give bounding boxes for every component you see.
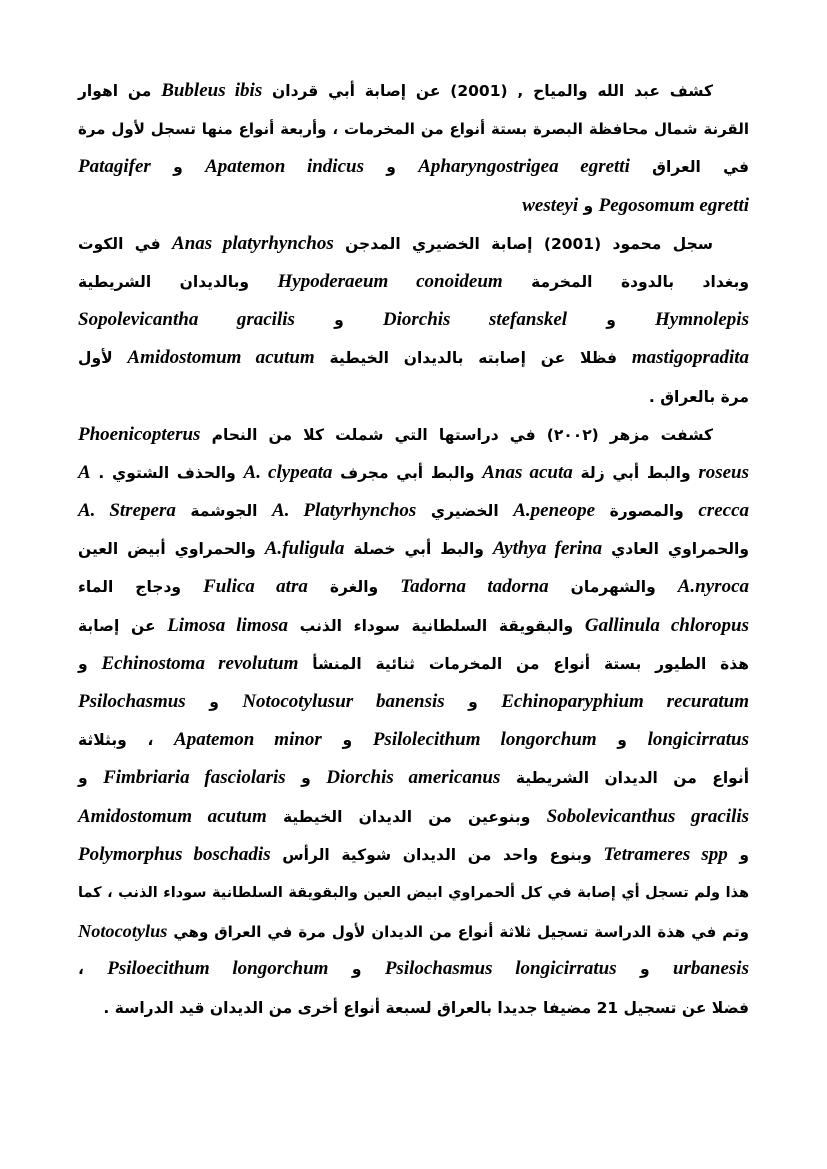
scientific-name: Fimbriaria fasciolaris: [103, 767, 286, 789]
scientific-name: A. Platyrhynchos: [272, 500, 417, 522]
scientific-name: Aythya ferina: [492, 538, 603, 560]
scientific-name: A.nyroca: [677, 576, 749, 598]
document-page: [78, 72, 749, 1027]
text-line: Pegosomum egretti و westeyi: [522, 194, 749, 216]
scientific-name: A.fuligula: [264, 538, 345, 560]
scientific-name: Echinoparyphium recuratum: [501, 691, 749, 712]
scientific-name: Sobolevicanthus gracilis: [546, 805, 750, 827]
scientific-name: westeyi: [522, 194, 579, 216]
scientific-name: Sopolevicantha gracilis: [78, 309, 295, 331]
text-line: وتم في هذة الدراسة تسجيل ثلاثة أنواع من الديدان لأول مرة في العراق وهي Notocotylus: [78, 921, 749, 942]
text-line: Gallinula chloropus والبقويقة السلطانية سوداء الذنب Limosa limosa عن إصابة: [78, 614, 749, 636]
scientific-name: roseus: [698, 461, 749, 483]
text-line: A.nyroca والشهرمان Tadorna tadorna والغرة Fulica atra ودجاج الماء: [78, 576, 749, 598]
scientific-name: Diorchis americanus: [326, 767, 501, 789]
paragraph-1: [78, 72, 749, 225]
scientific-name: Pegosomum egretti: [598, 194, 749, 216]
text-line: القرنة شمال محافظة البصرة بستة أنواع من المخرمات ، وأربعة أنواع منها تسجل لأول مرة: [78, 120, 749, 139]
scientific-name: Amidostomum acutum: [127, 347, 315, 369]
text-line: وبغداد بالدودة المخرمة Hypoderaeum conoideum وبالديدان الشريطية: [78, 270, 749, 292]
scientific-name: Notocotylus: [78, 921, 168, 942]
text-line: و Tetrameres spp وبنوع واحد من الديدان شوكية الرأس Polymorphus boschadis: [78, 843, 750, 865]
text-line: في العراق Apharyngostrigea egretti و Apatemon indicus و Patagifer: [78, 156, 749, 178]
scientific-name: Bubleus ibis: [161, 80, 263, 101]
scientific-name: mastigopradita: [631, 347, 750, 369]
text-line: mastigopradita فظلا عن إصابته بالديدان الخيطية Amidostomum acutum لأول: [78, 347, 750, 369]
scientific-name: Anas platyrhynchos: [172, 232, 334, 254]
scientific-name: Apatemon minor: [174, 729, 322, 751]
scientific-name: Hypoderaeum conoideum: [277, 270, 503, 292]
scientific-name: Gallinula chloropus: [584, 614, 749, 636]
scientific-name: Psilochasmus longicirratus: [384, 958, 617, 980]
text-line: هذا ولم تسجل أي إصابة في كل ألحمراوي ابيض العين والبقويقة السلطانية سوداء الذنب ، كما: [78, 884, 749, 901]
scientific-name: A.peneope: [513, 500, 596, 522]
scientific-name: A. clypeata: [243, 461, 333, 483]
paragraph-3: [78, 416, 749, 1027]
scientific-name: Tetrameres spp: [603, 843, 728, 865]
scientific-name: crecca: [698, 500, 750, 522]
text-line: والحمراوي العادي Aythya ferina والبط أبي خصلة A.fuligula والحمراوي أبيض العين: [78, 538, 750, 560]
text-line: crecca والمصورة A.peneope الخضيري A. Platyrhynchos الجوشمة A. Strepera: [78, 500, 750, 522]
scientific-name: A. Strepera: [78, 500, 176, 522]
scientific-name: Psiloecithum longorchum: [107, 958, 329, 980]
text-line: Echinoparyphium recuratum و Notocotylusur banensis و Psilochasmus: [78, 691, 749, 712]
scientific-name: Phoenicopterus: [78, 423, 201, 445]
text-line: كشف عبد الله والمياح , (2001) عن إصابة أبي قردان Bubleus ibis من اهوار: [78, 80, 713, 101]
scientific-name: Hymnolepis: [655, 309, 749, 331]
scientific-name: urbanesis: [672, 958, 749, 980]
scientific-name: Apatemon indicus: [205, 156, 364, 178]
paragraph-2: [78, 225, 749, 416]
scientific-name: A: [78, 461, 91, 483]
scientific-name: Limosa limosa: [167, 614, 289, 636]
text-line: Sobolevicanthus gracilis وبنوعين من الديدان الخيطية Amidostomum acutum: [78, 805, 750, 827]
scientific-name: Apharyngostrigea egretti: [418, 156, 630, 178]
text-line: مرة بالعراق .: [648, 387, 749, 406]
scientific-name: Polymorphus boschadis: [78, 843, 271, 865]
scientific-name: Psilolecithum longorchum: [372, 729, 597, 751]
text-line: roseus والبط أبي زلة Anas acuta والبط أبي مجرف A. clypeata والحذف الشتوي . A: [78, 461, 749, 483]
scientific-name: Diorchis stefanskel: [382, 309, 568, 331]
scientific-name: Notocotylusur banensis: [242, 691, 445, 712]
scientific-name: Psilochasmus: [78, 691, 186, 712]
scientific-name: longicirratus: [647, 729, 749, 751]
text-line: longicirratus و Psilolecithum longorchum و Apatemon minor ، وبثلاثة: [78, 729, 749, 751]
scientific-name: Patagifer: [78, 156, 151, 178]
scientific-name: Tadorna tadorna: [400, 576, 549, 598]
text-line: urbanesis و Psilochasmus longicirratus و Psiloecithum longorchum ،: [78, 958, 749, 980]
scientific-name: Anas acuta: [482, 461, 573, 483]
text-line: هذة الطيور بستة أنواع من المخرمات ثنائية المنشأ Echinostoma revolutum و: [78, 652, 749, 674]
scientific-name: Amidostomum acutum: [78, 805, 267, 827]
text-line: فضلا عن تسجيل 21 مضيفا جديدا بالعراق لسبعة أنواع أخرى من الديدان قيد الدراسة .: [103, 998, 749, 1017]
text-line: أنواع من الديدان الشريطية Diorchis americanus و Fimbriaria fasciolaris و: [78, 767, 750, 789]
text-line: كشفت مزهر (٢٠٠٢) في دراستها التي شملت كلا من النحام Phoenicopterus: [78, 423, 713, 445]
scientific-name: Fulica atra: [203, 576, 308, 598]
text-line: سجل محمود (2001) إصابة الخضيري المدجن Anas platyrhynchos في الكوت: [78, 232, 713, 254]
text-line: Hymnolepis و Diorchis stefanskel و Sopolevicantha gracilis: [78, 309, 749, 331]
scientific-name: Echinostoma revolutum: [101, 652, 299, 674]
